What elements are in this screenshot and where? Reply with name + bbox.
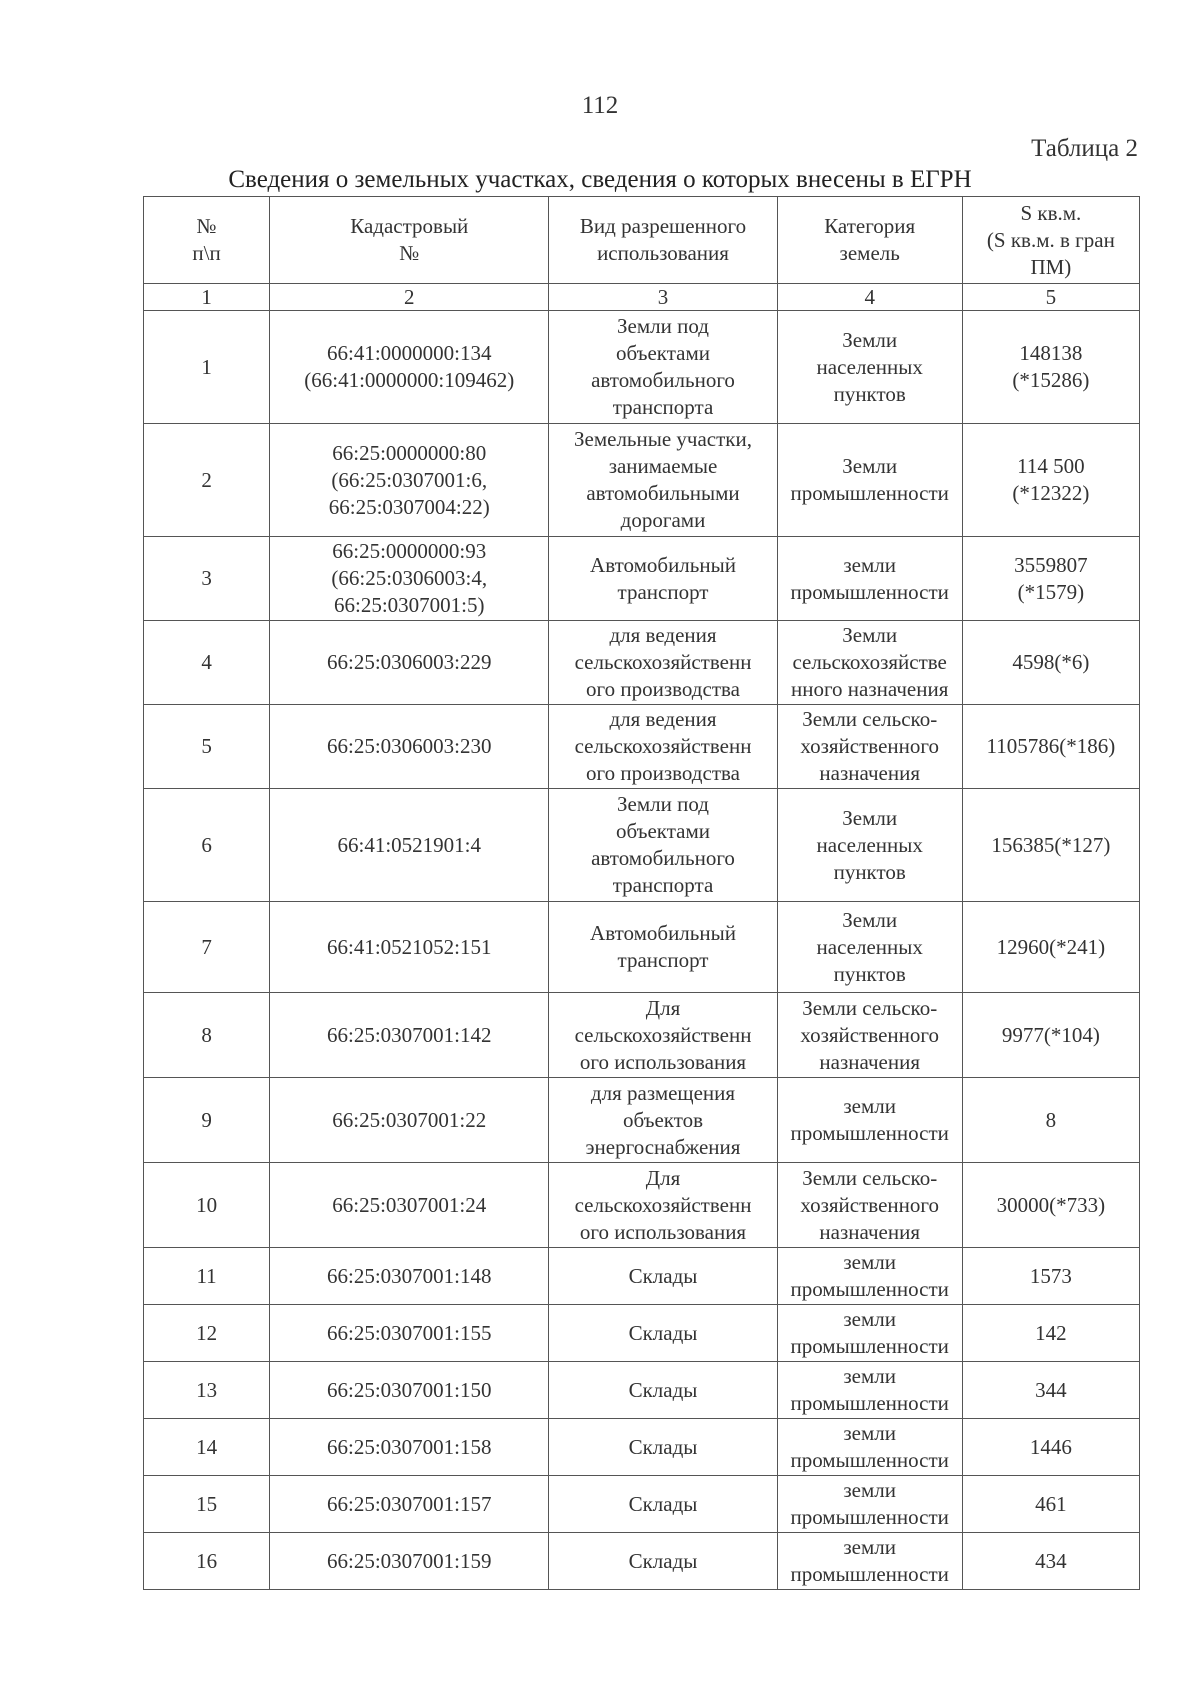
cell-permitted-use: Автомобильный транспорт <box>549 537 777 621</box>
table-row <box>144 424 1140 537</box>
cell-permitted-use: Склады <box>549 1419 777 1476</box>
cell-area: 156385(*127) <box>962 789 1139 902</box>
cell-area: 461 <box>962 1476 1139 1533</box>
cell-row-number: 2 <box>144 424 270 537</box>
table-row <box>144 1476 1140 1533</box>
table-row <box>144 902 1140 993</box>
cell-cadastral-number: 66:25:0000000:93 (66:25:0306003:4, 66:25:0307001:5) <box>270 537 549 621</box>
cell-area: 344 <box>962 1362 1139 1419</box>
cell-area: 434 <box>962 1533 1139 1590</box>
cell-cadastral-number: 66:25:0307001:22 <box>270 1078 549 1163</box>
cell-area: 1573 <box>962 1248 1139 1305</box>
table-row <box>144 537 1140 621</box>
cell-cadastral-number: 66:25:0000000:80 (66:25:0307001:6, 66:25:0307004:22) <box>270 424 549 537</box>
header-cell-area: S кв.м. (S кв.м. в гран ПМ) <box>962 197 1139 284</box>
table-row <box>144 705 1140 789</box>
cell-row-number: 11 <box>144 1248 270 1305</box>
cell-permitted-use: Склады <box>549 1533 777 1590</box>
table-row <box>144 1419 1140 1476</box>
cell-permitted-use: Земли под объектами автомобильного транспорта <box>549 311 777 424</box>
cell-row-number: 3 <box>144 537 270 621</box>
cell-row-number: 5 <box>144 705 270 789</box>
cell-area: 9977(*104) <box>962 993 1139 1078</box>
cell-permitted-use: Склады <box>549 1305 777 1362</box>
cell-cadastral-number: 66:25:0307001:148 <box>270 1248 549 1305</box>
cell-land-category: земли промышленности <box>777 1362 962 1419</box>
cell-area: 30000(*733) <box>962 1163 1139 1248</box>
column-number-cell: 4 <box>777 284 962 311</box>
cell-permitted-use: Земельные участки, занимаемые автомобильными дорогами <box>549 424 777 537</box>
cell-area: 8 <box>962 1078 1139 1163</box>
cell-area: 4598(*6) <box>962 621 1139 705</box>
cell-land-category: Земли промышленности <box>777 424 962 537</box>
cell-land-category: земли промышленности <box>777 1476 962 1533</box>
cell-row-number: 13 <box>144 1362 270 1419</box>
cell-row-number: 8 <box>144 993 270 1078</box>
land-plots-table <box>143 196 1140 1590</box>
cell-permitted-use: для ведения сельскохозяйственн ого производства <box>549 621 777 705</box>
cell-cadastral-number: 66:25:0307001:158 <box>270 1419 549 1476</box>
cell-permitted-use: Склады <box>549 1476 777 1533</box>
header-cell-category: Категория земель <box>777 197 962 284</box>
cell-cadastral-number: 66:41:0521052:151 <box>270 902 549 993</box>
cell-permitted-use: Склады <box>549 1248 777 1305</box>
cell-land-category: земли промышленности <box>777 1305 962 1362</box>
cell-permitted-use: Земли под объектами автомобильного транспорта <box>549 789 777 902</box>
cell-permitted-use: Для сельскохозяйственн ого использования <box>549 993 777 1078</box>
cell-cadastral-number: 66:25:0307001:157 <box>270 1476 549 1533</box>
cell-land-category: Земли населенных пунктов <box>777 902 962 993</box>
cell-row-number: 15 <box>144 1476 270 1533</box>
cell-cadastral-number: 66:25:0307001:142 <box>270 993 549 1078</box>
cell-cadastral-number: 66:25:0306003:229 <box>270 621 549 705</box>
cell-cadastral-number: 66:25:0307001:150 <box>270 1362 549 1419</box>
table-row <box>144 621 1140 705</box>
cell-permitted-use: для размещения объектов энергоснабжения <box>549 1078 777 1163</box>
cell-land-category: Земли сельскохозяйстве нного назначения <box>777 621 962 705</box>
cell-permitted-use: Склады <box>549 1362 777 1419</box>
column-number-cell: 1 <box>144 284 270 311</box>
cell-area: 3559807 (*1579) <box>962 537 1139 621</box>
cell-land-category: Земли населенных пунктов <box>777 311 962 424</box>
cell-permitted-use: Автомобильный транспорт <box>549 902 777 993</box>
cell-row-number: 1 <box>144 311 270 424</box>
header-row <box>144 197 1140 284</box>
cell-land-category: Земли населенных пунктов <box>777 789 962 902</box>
cell-row-number: 16 <box>144 1533 270 1590</box>
table-title: Сведения о земельных участках, сведения о которых внесены в ЕГРН <box>228 166 972 193</box>
cell-land-category: земли промышленности <box>777 537 962 621</box>
column-number-row <box>144 284 1140 311</box>
table-row <box>144 1305 1140 1362</box>
cell-cadastral-number: 66:25:0307001:24 <box>270 1163 549 1248</box>
cell-area: 12960(*241) <box>962 902 1139 993</box>
cell-land-category: земли промышленности <box>777 1248 962 1305</box>
page-number: 112 <box>581 92 619 119</box>
table-row <box>144 1248 1140 1305</box>
header-cell-use: Вид разрешенного использования <box>549 197 777 284</box>
cell-row-number: 4 <box>144 621 270 705</box>
header-cell-number: № п\п <box>144 197 270 284</box>
cell-area: 142 <box>962 1305 1139 1362</box>
cell-land-category: Земли сельско- хозяйственного назначения <box>777 1163 962 1248</box>
table-row <box>144 1078 1140 1163</box>
cell-cadastral-number: 66:41:0521901:4 <box>270 789 549 902</box>
table-row <box>144 789 1140 902</box>
table-label: Таблица 2 <box>1031 135 1138 162</box>
cell-row-number: 14 <box>144 1419 270 1476</box>
table-row <box>144 1533 1140 1590</box>
table-row <box>144 1163 1140 1248</box>
cell-permitted-use: для ведения сельскохозяйственн ого производства <box>549 705 777 789</box>
cell-row-number: 6 <box>144 789 270 902</box>
cell-land-category: земли промышленности <box>777 1533 962 1590</box>
cell-land-category: Земли сельско- хозяйственного назначения <box>777 705 962 789</box>
cell-land-category: земли промышленности <box>777 1078 962 1163</box>
cell-cadastral-number: 66:25:0307001:159 <box>270 1533 549 1590</box>
cell-row-number: 9 <box>144 1078 270 1163</box>
column-number-cell: 2 <box>270 284 549 311</box>
cell-area: 1446 <box>962 1419 1139 1476</box>
cell-row-number: 7 <box>144 902 270 993</box>
header-cell-cadastral: Кадастровый № <box>270 197 549 284</box>
cell-row-number: 12 <box>144 1305 270 1362</box>
cell-cadastral-number: 66:25:0306003:230 <box>270 705 549 789</box>
table-row <box>144 1362 1140 1419</box>
cell-land-category: земли промышленности <box>777 1419 962 1476</box>
table-row <box>144 993 1140 1078</box>
column-number-cell: 3 <box>549 284 777 311</box>
cell-area: 1105786(*186) <box>962 705 1139 789</box>
cell-cadastral-number: 66:41:0000000:134 (66:41:0000000:109462) <box>270 311 549 424</box>
cell-permitted-use: Для сельскохозяйственн ого использования <box>549 1163 777 1248</box>
cell-cadastral-number: 66:25:0307001:155 <box>270 1305 549 1362</box>
column-number-cell: 5 <box>962 284 1139 311</box>
cell-area: 114 500 (*12322) <box>962 424 1139 537</box>
cell-area: 148138 (*15286) <box>962 311 1139 424</box>
cell-land-category: Земли сельско- хозяйственного назначения <box>777 993 962 1078</box>
table-row <box>144 311 1140 424</box>
cell-row-number: 10 <box>144 1163 270 1248</box>
